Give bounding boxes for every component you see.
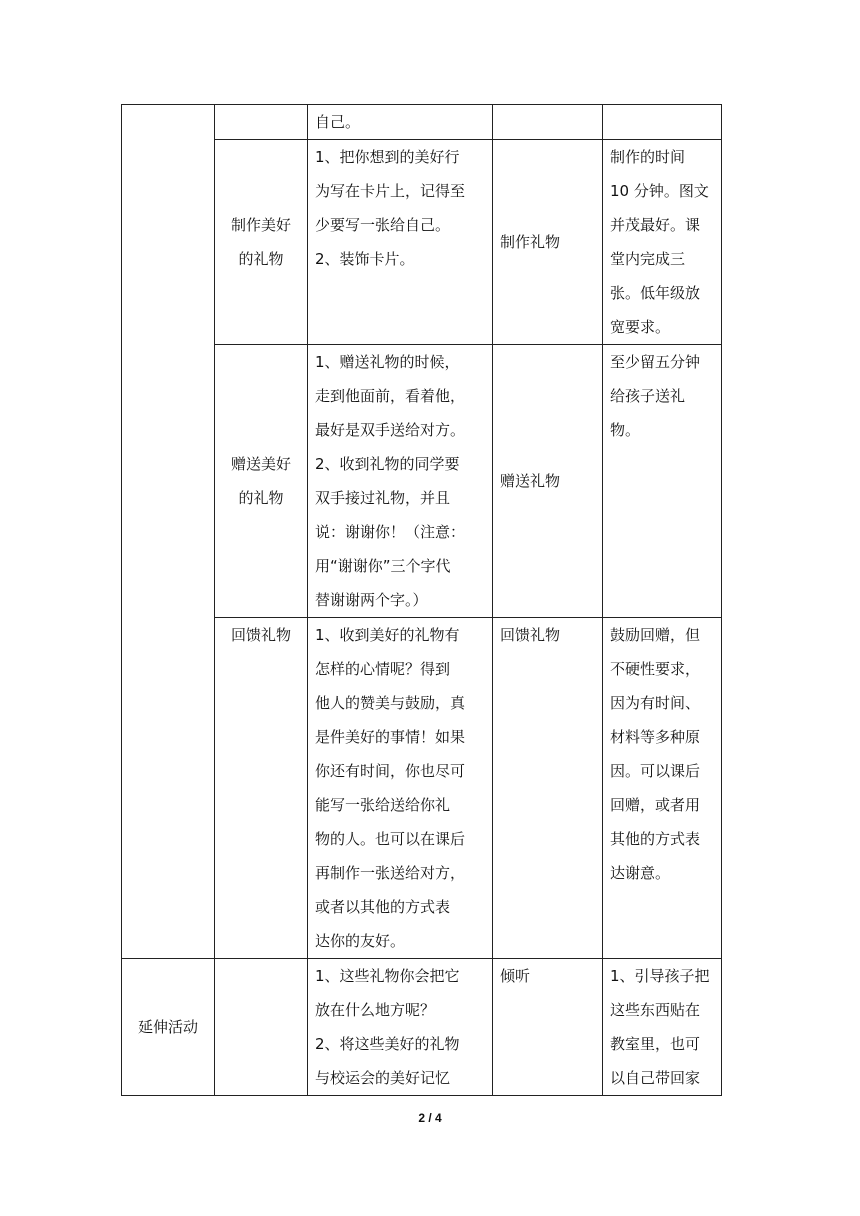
notes-cell: [603, 959, 722, 1096]
content-line: 再制作一张送给对方，: [315, 864, 466, 882]
notes-line: 因为有时间、: [610, 694, 701, 712]
lesson-plan-table: [121, 104, 722, 1096]
content-line: 少要写一张给自己。: [315, 216, 451, 234]
notes-line: 因。可以课后: [610, 762, 701, 780]
student-cell: [493, 345, 603, 618]
activity-cell: [215, 345, 308, 618]
notes-cell: [603, 618, 722, 959]
table-row: [122, 105, 722, 140]
content-line: 自己。: [315, 113, 361, 131]
activity-line: 制作美好: [230, 216, 291, 234]
content-line: 怎样的心情呢？得到: [315, 660, 451, 678]
notes-line: 教室里，也可: [610, 1035, 701, 1053]
content-line: 或者以其他的方式表: [315, 898, 451, 916]
content-line: 用“谢谢你”三个字代: [315, 557, 451, 575]
notes-line: 以自己带回家: [610, 1069, 701, 1087]
content-line: 1、这些礼物你会把它: [315, 967, 460, 985]
activity-line: 的礼物: [238, 250, 284, 268]
content-line: 2、装饰卡片。: [315, 250, 415, 268]
content-line: 能写一张给送给你礼: [315, 796, 451, 814]
notes-line: 鼓励回赠，但: [610, 626, 701, 644]
content-line: 放在什么地方呢？: [315, 1001, 436, 1019]
content-line: 1、赠送礼物的时候，: [315, 353, 460, 371]
student-cell: [493, 959, 603, 1096]
student-activity-text: 制作礼物: [500, 233, 561, 251]
notes-line: 这些东西贴在: [610, 1001, 701, 1019]
content-line: 替谢谢两个字。）: [315, 591, 428, 609]
content-line: 走到他面前，看着他，: [315, 387, 466, 405]
content-line: 达你的友好。: [315, 932, 406, 950]
notes-line: 其他的方式表: [610, 830, 701, 848]
notes-line: 达谢意。: [610, 864, 671, 882]
content-line: 物的人。也可以在课后: [315, 830, 466, 848]
notes-cell: [603, 105, 722, 140]
notes-line: 给孩子送礼: [610, 387, 686, 405]
content-line: 与校运会的美好记忆: [315, 1069, 451, 1087]
student-cell: [493, 618, 603, 959]
notes-line: 至少留五分钟: [610, 353, 701, 371]
notes-line: 制作的时间: [610, 148, 686, 166]
content-line: 最好是双手送给对方。: [315, 421, 466, 439]
content-line: 2、将这些美好的礼物: [315, 1035, 460, 1053]
notes-line: 物。: [610, 421, 641, 439]
content-line: 2、收到礼物的同学要: [315, 455, 460, 473]
content-line: 你还有时间，你也尽可: [315, 762, 466, 780]
notes-line: 堂内完成三: [610, 250, 686, 268]
activity-line: 赠送美好: [230, 455, 291, 473]
notes-cell: [603, 345, 722, 618]
activity-cell: [215, 140, 308, 345]
notes-line: 回赠，或者用: [610, 796, 701, 814]
stage-label: 延伸活动: [137, 1018, 198, 1036]
content-line: 双手接过礼物，并且: [315, 489, 451, 507]
student-activity-text: 赠送礼物: [500, 472, 561, 490]
content-line: 1、把你想到的美好行: [315, 148, 460, 166]
student-cell: [493, 105, 603, 140]
content-line: 为写在卡片上，记得至: [315, 182, 466, 200]
content-cell: [308, 140, 493, 345]
notes-line: 10 分钟。图文: [610, 182, 709, 200]
notes-line: 张。低年级放: [610, 284, 701, 302]
student-activity-text: 倾听: [500, 967, 531, 985]
notes-line: 材料等多种原: [610, 728, 701, 746]
activity-cell: [215, 959, 308, 1096]
table-row: [122, 959, 722, 1096]
page-number: 2 / 4: [418, 1111, 442, 1125]
activity-cell: [215, 618, 308, 959]
content-cell: [308, 618, 493, 959]
student-activity-text: 回馈礼物: [500, 626, 561, 644]
notes-line: 并茂最好。课: [610, 216, 701, 234]
activity-cell: [215, 105, 308, 140]
notes-line: 不硬性要求，: [610, 660, 701, 678]
student-cell: [493, 140, 603, 345]
content-line: 说：谢谢你！（注意：: [315, 523, 466, 541]
activity-line: 的礼物: [238, 489, 284, 507]
notes-cell: [603, 140, 722, 345]
content-cell: [308, 345, 493, 618]
content-line: 他人的赞美与鼓励，真: [315, 694, 466, 712]
content-cell: [308, 105, 493, 140]
notes-line: 1、引导孩子把: [610, 967, 710, 985]
notes-line: 宽要求。: [610, 318, 671, 336]
stage-cell: [122, 959, 215, 1096]
content-cell: [308, 959, 493, 1096]
activity-line: 回馈礼物: [230, 626, 291, 644]
stage-cell: [122, 105, 215, 959]
content-line: 1、收到美好的礼物有: [315, 626, 460, 644]
content-line: 是件美好的事情！如果: [315, 728, 466, 746]
